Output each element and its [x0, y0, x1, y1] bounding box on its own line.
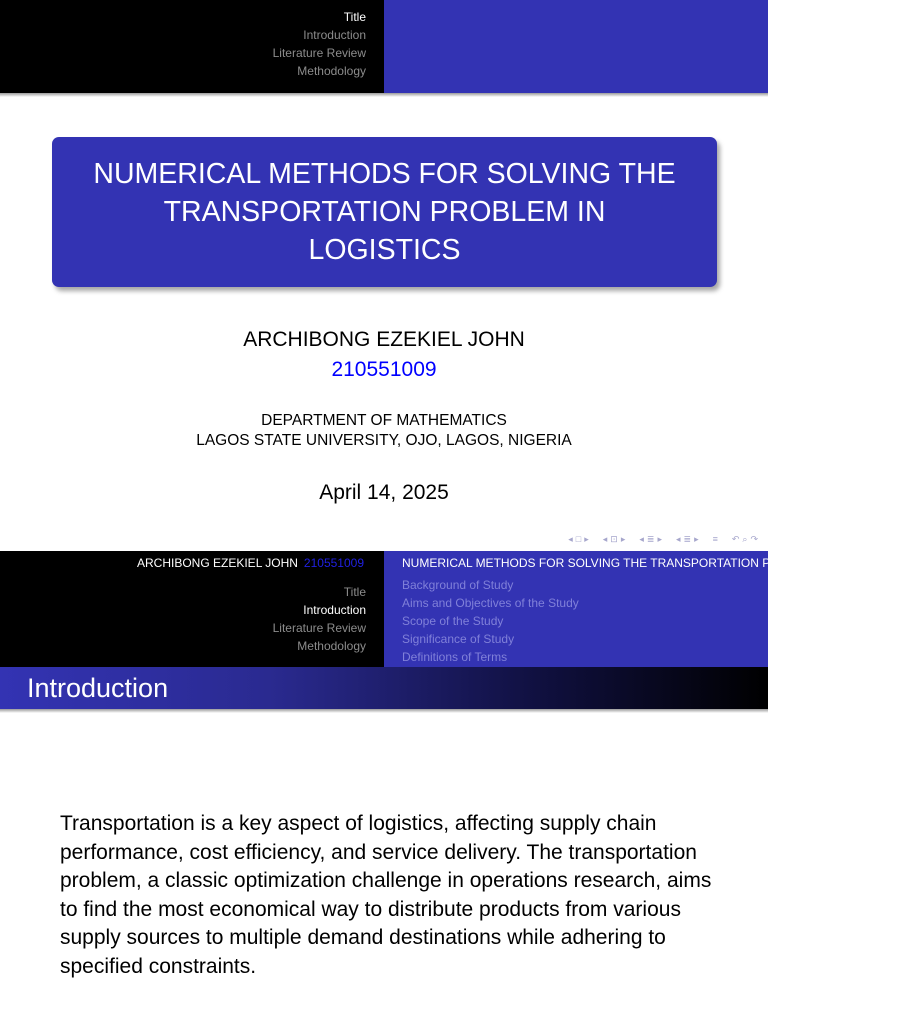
author-name: ARCHIBONG EZEKIEL JOHN [243, 328, 525, 351]
frame-prev-icon[interactable]: ◂ [568, 534, 573, 544]
subframe-icon[interactable]: ⊡ [610, 534, 618, 544]
subsection-link-definitions[interactable]: Definitions of Terms [402, 650, 508, 664]
subsection-link-scope[interactable]: Scope of the Study [402, 614, 504, 628]
section-navigation [273, 583, 366, 655]
introduction-slide [0, 551, 904, 1024]
affiliation [0, 411, 768, 451]
subsection-navigation [402, 576, 579, 666]
subsection-link-background[interactable]: Background of Study [402, 578, 514, 592]
subsection-next-icon[interactable]: ▸ [694, 534, 699, 544]
headline-subsection-panel [384, 0, 768, 93]
presentation-title: NUMERICAL METHODS FOR SOLVING THE TRANSPORTATION PROBLEM IN LOGISTICS [93, 158, 676, 266]
section-icon[interactable]: ≣ [646, 534, 655, 544]
section-link-literature-review[interactable]: Literature Review [272, 621, 366, 635]
institution: LAGOS STATE UNIVERSITY, OJO, LAGOS, NIGERIA [196, 432, 572, 449]
title-box [52, 137, 717, 287]
section-link-title[interactable]: Title [343, 10, 366, 24]
headline-section-panel [0, 0, 384, 93]
frame-title-shadow [0, 709, 768, 713]
headline-shadow [0, 93, 768, 97]
headline-author-name: ARCHIBONG EZEKIEL JOHN [137, 556, 298, 570]
subsection-link-significance[interactable]: Significance of Study [402, 632, 515, 646]
section-link-introduction[interactable]: Introduction [303, 28, 366, 42]
subframe-next-icon[interactable]: ▸ [620, 534, 626, 544]
headline-section-panel [0, 551, 384, 667]
frame-title-bar [0, 667, 768, 709]
section-next-icon[interactable]: ▸ [657, 534, 662, 544]
frame-title: Introduction [27, 673, 169, 703]
beamer-navigation-symbols [568, 533, 758, 545]
body-paragraph: Transportation is a key aspect of logistics, affecting supply chain performance, cost efficiency, and service delivery. The transportation problem, a classic optimization challenge in operations research, aims to find the most economical way to distribute products from various supply sources to multiple demand destinations while adhering to specified constraints. [60, 812, 712, 978]
section-link-methodology[interactable]: Methodology [297, 64, 366, 78]
section-prev-icon[interactable]: ◂ [639, 534, 644, 544]
subsection-icon[interactable]: ≣ [683, 534, 692, 544]
back-icon[interactable]: ↶ [731, 534, 740, 544]
department: DEPARTMENT OF MATHEMATICS [261, 412, 507, 429]
section-link-literature-review[interactable]: Literature Review [272, 46, 366, 60]
headline-author [137, 556, 364, 570]
subframe-prev-icon[interactable]: ◂ [602, 534, 608, 544]
frame-next-icon[interactable]: ▸ [584, 534, 589, 544]
section-link-title[interactable]: Title [343, 585, 366, 599]
frame-icon[interactable]: □ [575, 534, 582, 544]
title-slide [0, 0, 768, 545]
align-icon[interactable]: ≡ [712, 534, 718, 544]
section-link-introduction[interactable]: Introduction [303, 603, 366, 617]
headline-student-id[interactable]: 210551009 [303, 556, 364, 570]
headline-subsection-panel [384, 551, 904, 667]
forward-icon[interactable]: ↷ [750, 534, 758, 544]
subsection-prev-icon[interactable]: ◂ [675, 534, 681, 544]
student-id-link[interactable]: 210551009 [331, 358, 437, 381]
presentation-date: April 14, 2025 [319, 481, 449, 504]
section-navigation [273, 8, 366, 80]
section-link-methodology[interactable]: Methodology [297, 639, 366, 653]
search-icon[interactable]: ⌕ [742, 534, 748, 544]
subsection-link-aims[interactable]: Aims and Objectives of the Study [402, 596, 579, 610]
headline-short-title[interactable]: NUMERICAL METHODS FOR SOLVING THE TRANSPORTATION PROBLEM IN LOGISTICS [402, 556, 904, 570]
